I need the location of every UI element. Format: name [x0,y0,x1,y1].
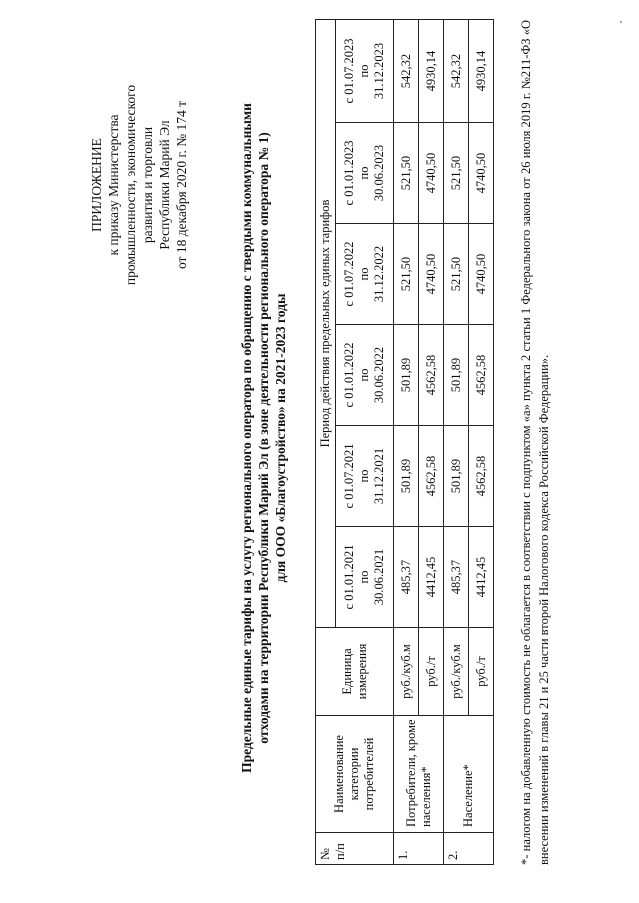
tariff-value: 4412,45 [469,527,494,628]
row-num: 1. [394,833,444,865]
tariff-value: 4562,58 [419,325,444,426]
row-num: 2. [444,833,494,865]
row-unit: руб./т [469,628,494,716]
approval-line: Республики Марий Эл [157,120,172,250]
approval-stamp [88,35,190,335]
tariff-value: 4562,58 [469,426,494,527]
tariff-value: 4740,50 [469,224,494,325]
approval-heading: ПРИЛОЖЕНИЕ [89,138,104,232]
tariff-value: 521,50 [394,224,419,325]
tariff-value: 501,89 [394,325,419,426]
period-cell: с 01.01.2022 по 30.06.2022 [336,325,394,426]
tariff-value: 4412,45 [419,527,444,628]
tariff-value: 501,89 [444,426,469,527]
approval-line: развития и торговли [140,126,155,244]
tariff-value: 501,89 [394,426,419,527]
row-unit: руб./т [419,628,444,716]
table-row [444,19,469,864]
title-line: отходами на территории Республики Марий Эл (в зоне деятельности регионального оператора № 1) [256,132,271,744]
tariff-value: 501,89 [444,325,469,426]
tariff-table [315,19,494,865]
document-title [238,43,289,833]
row-unit: руб./куб.м [444,628,469,716]
table-header-row [316,19,336,864]
approval-date-line: от 18 декабря 2020 г. № 174 т [174,100,189,270]
tariff-value: 4740,50 [419,224,444,325]
tariff-value: 4562,58 [469,325,494,426]
title-line: Предельные единые тарифы на услугу регионального оператора по обращению с твердыми коммунальными [239,103,254,773]
tariff-value: 485,37 [444,527,469,628]
row-unit: руб./куб.м [394,628,419,716]
header-period: Период действия предельных единых тарифов [316,19,336,627]
approval-line: промышленности, экономического [123,84,138,286]
tariff-value: 542,32 [444,19,469,122]
header-category: Наименование категории потребителей [316,716,394,833]
row-category: Потребители, кроме населения* [394,716,444,833]
tariff-value: 521,50 [444,224,469,325]
tariff-value: 485,37 [394,527,419,628]
scan-speck [620,21,622,23]
header-num: № п/п [316,833,394,865]
tariff-value: 4740,50 [419,123,444,224]
period-cell: с 01.01.2021 по 30.06.2021 [336,527,394,628]
tariff-value: 4930,14 [469,19,494,122]
footnote: *- налогом на добавленную стоимость не облагается в соответствии с подпунктом «а» пункта 2 статьи 1 Федерального закона от 26 июля 2019 г. №211-ФЗ «О внесении изменений в главы 21 и 25 части второй Налогового кодекса Российской Федерации». [519,20,551,865]
table-row [394,19,419,864]
period-cell: с 01.01.2023 по 30.06.2023 [336,123,394,224]
period-cell: с 01.07.2021 по 31.12.2021 [336,426,394,527]
tariff-value: 4930,14 [419,19,444,122]
tariff-value: 4562,58 [419,426,444,527]
period-cell: с 01.07.2023 по 31.12.2023 [336,19,394,122]
tariff-value: 4740,50 [469,123,494,224]
tariff-value: 542,32 [394,19,419,122]
row-category: Население* [444,716,494,833]
period-cell: с 01.07.2022 по 31.12.2022 [336,224,394,325]
approval-line: к приказу Министерства [106,114,121,256]
tariff-value: 521,50 [444,123,469,224]
title-line: для ООО «Благоустройство» на 2021-2023 годы [273,293,288,583]
tariff-value: 521,50 [394,123,419,224]
header-unit: Единица измерения [316,628,394,716]
